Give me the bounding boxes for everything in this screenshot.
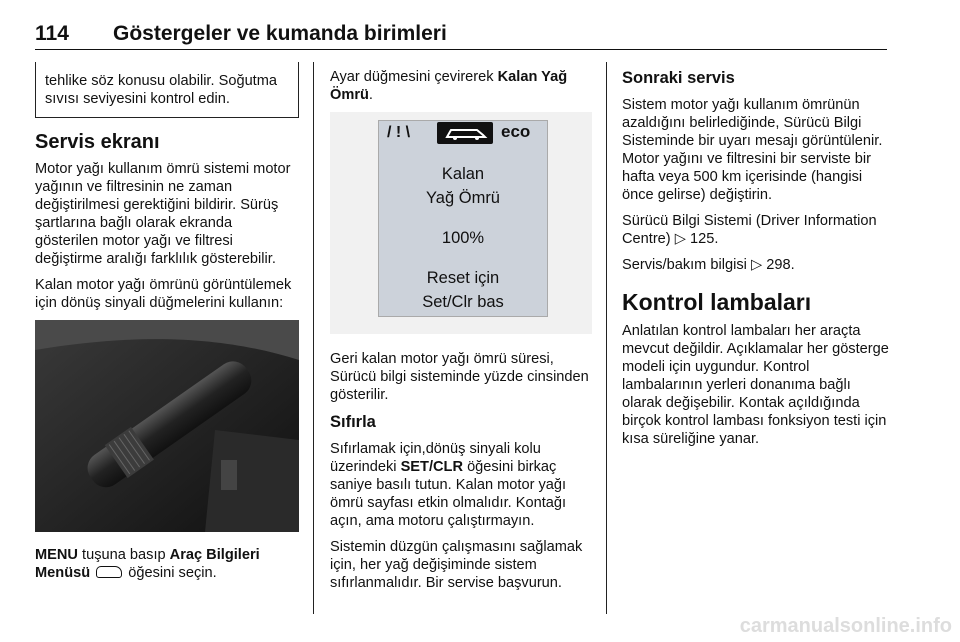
section-heading-next-service: Sonraki servis <box>622 69 735 87</box>
display-line-1: Kalan <box>441 165 485 183</box>
eco-label: eco <box>501 122 531 141</box>
page-ref-icon: ▷ <box>750 257 763 273</box>
lever-illustration <box>35 320 299 532</box>
page-ref-icon: ▷ <box>674 231 686 247</box>
display-top-bar <box>379 121 547 147</box>
display-percent: 100% <box>441 229 485 247</box>
car-icon <box>437 122 493 144</box>
paragraph-intro: Ayar düğmesini çevirerek Kalan Yağ Ömrü. <box>330 69 568 103</box>
column-divider-2 <box>606 62 607 614</box>
watermark: carmanualsonline.info <box>739 615 952 637</box>
paragraph: Sistem motor yağı kullanım ömrünün azaldığını belirlediğinde, Sürücü Bilgi Sisteminde bir uyarı mesajı görüntülenir. Motor yağını ve filtresini bir serviste bir hafta veya 500 km içerisinde (hangisi önce gelirse) değiştirin. <box>622 97 883 203</box>
section-heading-warning-lights: Kontrol lambaları <box>622 289 812 315</box>
page-ref-link[interactable]: 125. <box>690 231 719 247</box>
oil-life-display-illustration <box>330 112 592 334</box>
paragraph: Motor yağı kullanım ömrü sistemi motor yağının ve filtresinin ne zaman değiştirilmesi gerektiğini bildirir. Sürüş şartlarına bağlı olarak ekranda gösterilen motor yağı ve filtresi değiştirme aralığı farklılık gösterebilir. <box>35 161 291 267</box>
car-icon <box>96 566 122 578</box>
paragraph-reset: Sıfırlamak için,dönüş sinyali kolu üzerindeki SET/CLR öğesini birkaç saniye basılı tutun. Kalan motor yağı ömrü sayfası etkin olmalıdır. Kontağı açın, ama motoru çalıştırmayın. <box>330 441 567 529</box>
display-line-4: Set/Clr bas <box>422 293 504 311</box>
column-divider-1 <box>313 62 314 614</box>
paragraph: Anlatılan kontrol lambaları her araçta mevcut değildir. Açıklamalar her gösterge modeli için uygundur. Kontrol lambalarının yerleri donanıma bağlı olarak değişebilir. Kontak açıldığında birçok kontrol lambası fonksiyon testi için kısa süreliğine yanar. <box>622 323 889 447</box>
section-heading-reset: Sıfırla <box>330 413 376 431</box>
paragraph-menu-instruction: MENU tuşuna basıp Araç Bilgileri Menüsü öğesini seçin. <box>35 547 260 581</box>
car-tab-icon <box>437 122 493 144</box>
page-header <box>35 22 447 46</box>
page-title: Göstergeler ve kumanda birimleri <box>113 22 447 45</box>
paragraph-cross-ref: Servis/bakım bilgisi ▷ 298. <box>622 257 795 273</box>
column-1 <box>35 62 299 590</box>
section-heading-service-display: Servis ekranı <box>35 131 160 153</box>
display-line-2: Yağ Ömrü <box>426 189 500 207</box>
paragraph: Kalan motor yağı ömrünü görüntülemek için dönüş sinyali düğmelerini kullanın: <box>35 277 292 311</box>
display-line-3: Reset için <box>426 269 500 287</box>
vehicle-info-menu-label: Araç Bilgileri Menüsü <box>35 547 260 581</box>
column-2 <box>330 68 592 600</box>
header-rule <box>35 49 887 50</box>
turn-signal-lever-photo <box>35 320 299 532</box>
paragraph-cross-ref: Sürücü Bilgi Sistemi (Driver Information Centre) ▷ 125. <box>622 213 877 247</box>
menu-button-label: MENU <box>35 547 78 563</box>
column-3 <box>622 68 892 456</box>
display-screen <box>378 120 548 317</box>
road-icons: / ! \ <box>387 124 411 141</box>
paragraph: Geri kalan motor yağı ömrü süresi, Sürücü bilgi sisteminde yüzde cinsinden gösterilir. <box>330 351 589 403</box>
warning-box: tehlike söz konusu olabilir. Soğutma sıvısı seviyesini kontrol edin. <box>35 62 299 118</box>
page-number: 114 <box>35 22 69 45</box>
paragraph: Sistemin düzgün çalışmasını sağlamak için, her yağ değişiminde sistem sıfırlanmalıdır. Bir servise başvurun. <box>330 539 583 591</box>
page-ref-link[interactable]: 298. <box>766 257 795 273</box>
